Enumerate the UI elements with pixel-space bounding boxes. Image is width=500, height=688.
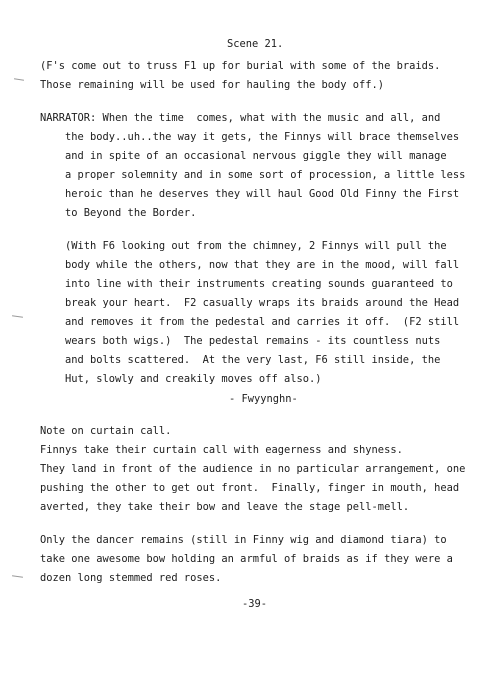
- narrator-line: heroic than he deserves they will haul Good Old Finny the First: [65, 188, 460, 200]
- narrator-line: the body..uh..the way it gets, the Finnys will brace themselves: [65, 131, 460, 143]
- stage-direction-line: into line with their instruments creating sounds guaranteed to: [65, 278, 453, 290]
- margin-mark: [12, 575, 23, 578]
- stage-direction-line: wears both wigs.) The pedestal remains - its countless nuts: [65, 335, 441, 347]
- narrator-line: and in spite of an occasional nervous giggle they will manage: [65, 150, 447, 162]
- margin-mark: [12, 315, 23, 318]
- narrator-line: to Beyond the Border.: [65, 207, 197, 219]
- stage-direction-line: (With F6 looking out from the chimney, 2 Finnys will pull the: [65, 240, 447, 252]
- closing-line: take one awesome bow holding an armful of braids as if they were a: [40, 553, 453, 565]
- curtain-note-line: pushing the other to get out front. Finally, finger in mouth, head: [40, 482, 460, 494]
- curtain-note-line: Note on curtain call.: [40, 425, 172, 437]
- scene-heading: Scene 21.: [227, 38, 284, 50]
- stage-direction-line: and removes it from the pedestal and carries it off. (F2 still: [65, 316, 460, 328]
- sign-off: - Fwyynghn-: [229, 393, 298, 405]
- stage-direction-line: (F's come out to truss F1 up for burial with some of the braids.: [40, 60, 441, 72]
- curtain-note-line: They land in front of the audience in no particular arrangement, one: [40, 463, 466, 475]
- closing-line: dozen long stemmed red roses.: [40, 572, 222, 584]
- stage-direction-line: and bolts scattered. At the very last, F6 still inside, the: [65, 354, 441, 366]
- stage-direction-line: Hut, slowly and creakily moves off also.): [65, 373, 322, 385]
- page-number: -39-: [242, 598, 268, 610]
- margin-mark: [14, 78, 24, 80]
- closing-line: Only the dancer remains (still in Finny wig and diamond tiara) to: [40, 534, 447, 546]
- curtain-note-line: Finnys take their curtain call with eagerness and shyness.: [40, 444, 403, 456]
- curtain-note-line: averted, they take their bow and leave the stage pell-mell.: [40, 501, 410, 513]
- stage-direction-line: break your heart. F2 casually wraps its braids around the Head: [65, 297, 460, 309]
- narrator-line: NARRATOR: When the time comes, what with the music and all, and: [40, 112, 441, 124]
- stage-direction-line: Those remaining will be used for hauling the body off.): [40, 79, 385, 91]
- narrator-line: a proper solemnity and in some sort of procession, a little less: [65, 169, 466, 181]
- stage-direction-line: body while the others, now that they are in the mood, will fall: [65, 259, 460, 271]
